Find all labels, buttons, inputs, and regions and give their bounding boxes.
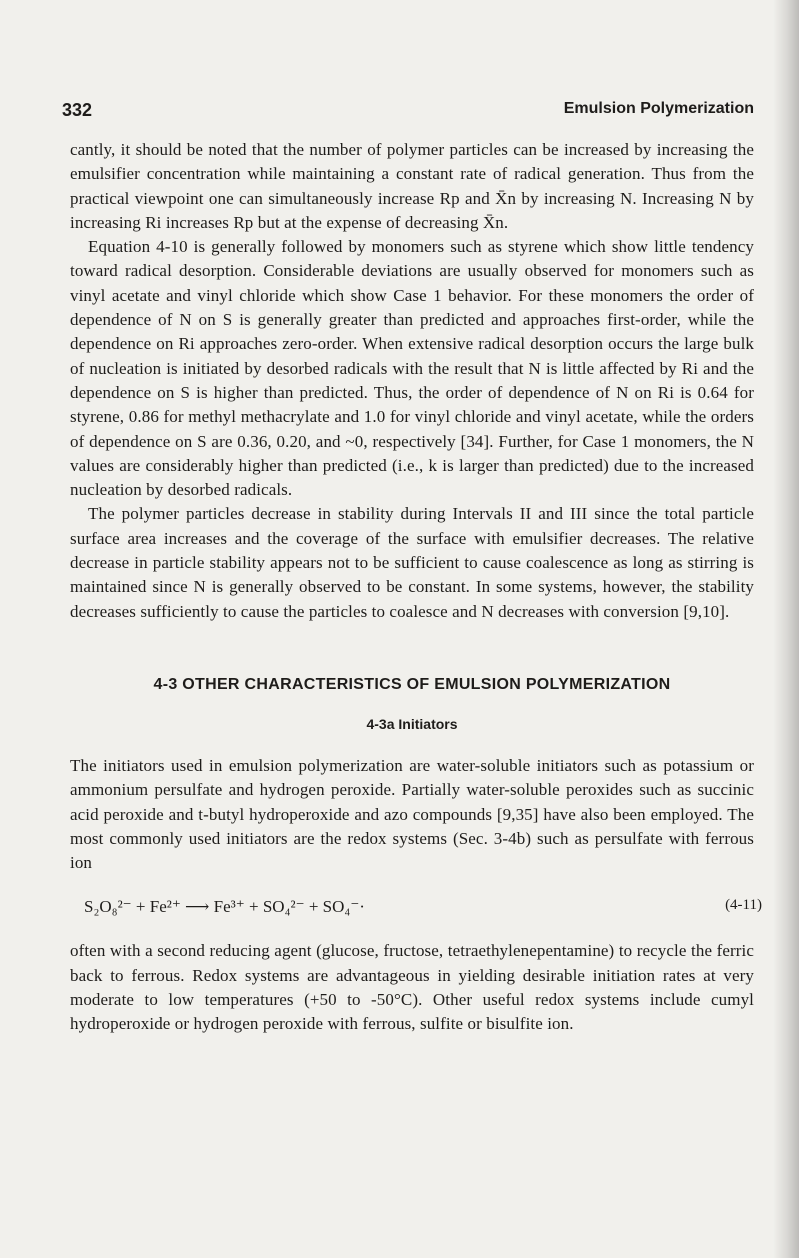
paragraph-equation-4-10: Equation 4-10 is generally followed by monomers such as styrene which show little tendency toward radical desorption. Considerable deviations are usually observed for monomers such as vinyl acetate and vinyl chloride which show Case 1 behavior. For these monomers the order of dependence of N on S is generally greater than predicted and approaches first-order, while the dependence on Ri approaches zero-order. When extensive radical desorption occurs the large bulk of nucleation is initiated by desorbed radicals with the result that N is little affected by Ri and the dependence on S is higher than predicted. Thus, the order of dependence of N on Ri is 0.64 for styrene, 0.86 for methyl methacrylate and 1.0 for vinyl chloride and vinyl acetate, while the orders of dependence on S are 0.36, 0.20, and ~0, respectively [34]. Further, for Case 1 monomers, the N values are considerably higher than predicted (i.e., k is larger than predicted) due to the increased nucleation by desorbed radicals. <box>70 237 754 500</box>
section-heading: 4-3 OTHER CHARACTERISTICS OF EMULSION POLYMERIZATION <box>153 675 671 693</box>
body-text <box>70 138 754 624</box>
subsection-heading: 4-3a Initiators <box>366 715 458 732</box>
equation-number: (4-11) <box>725 897 762 914</box>
paragraph-continuation: cantly, it should be noted that the number of polymer particles can be increased by increasing the emulsifier concentration while maintaining a constant rate of radical generation. Thus from the practical viewpoint one can simultaneously increase Rp and X̄n by increasing N. Increasing N by increasing Ri increases Rp but at the expense of decreasing X̄n. <box>70 140 754 232</box>
paragraph-redox: often with a second reducing agent (glucose, fructose, tetraethylenepentamine) to recycle the ferric back to ferrous. Redox systems are advantageous in yielding desirable initiation rates at very moderate to low temperatures (+50 to -50°C). Other useful redox systems include cumyl hydroperoxide or hydrogen peroxide with ferrous, sulfite or bisulfite ion. <box>70 941 754 1034</box>
redox-text <box>70 939 754 1036</box>
running-header <box>62 96 754 124</box>
initiators-text <box>70 754 754 875</box>
equation-body: S₂O₈²⁻ + Fe²⁺ ⟶ Fe³⁺ + SO₄²⁻ + SO₄⁻· <box>84 897 365 917</box>
book-page <box>62 96 762 1037</box>
page-number: 332 <box>62 100 93 120</box>
running-title: Emulsion Polymerization <box>563 100 754 117</box>
equation-4-11 <box>70 893 762 923</box>
paragraph-particle-stability: The polymer particles decrease in stability during Intervals II and III since the total particle surface area increases and the coverage of the surface with emulsifier decreases. The relative decrease in particle stability appears not to be sufficient to cause coalescence as long as stirring is maintained since N is generally observed to be constant. In some systems, however, the stability decreases sufficiently to cause the particles to coalesce and N decreases with conversion [9,10]. <box>70 504 754 621</box>
book-spine-shadow <box>773 0 799 1258</box>
paragraph-initiators: The initiators used in emulsion polymerization are water-soluble initiators such as potassium or ammonium persulfate and hydrogen peroxide. Partially water-soluble peroxides such as succinic acid peroxide and t-butyl hydroperoxide and azo compounds [9,35] have also been employed. The most commonly used initiators are the redox systems (Sec. 3-4b) such as persulfate with ferrous ion <box>70 755 754 873</box>
